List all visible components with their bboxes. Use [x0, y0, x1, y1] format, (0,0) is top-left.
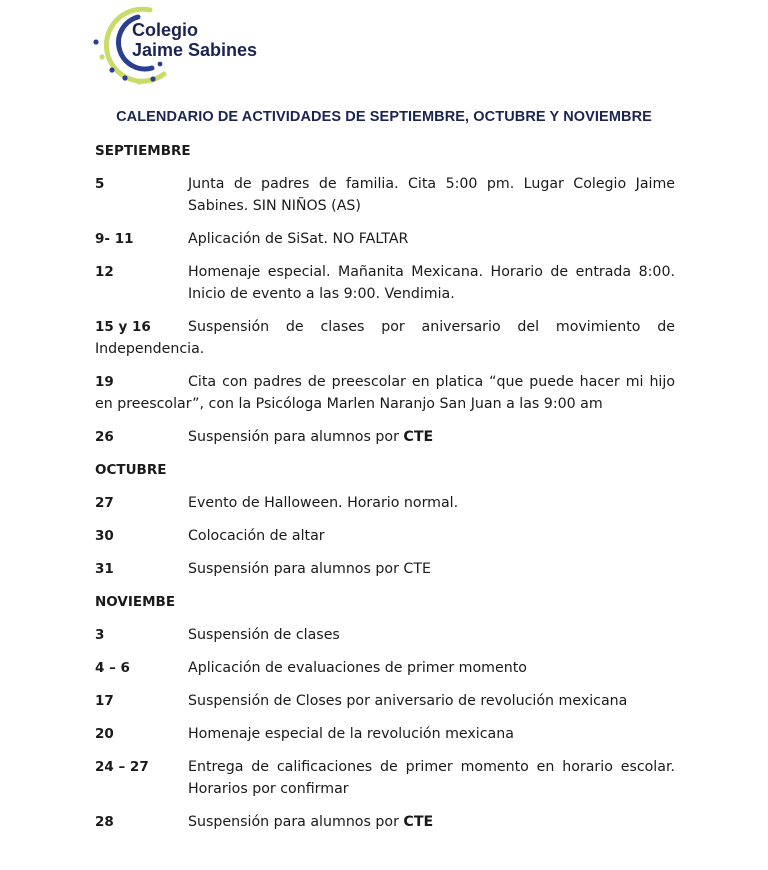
event-date: 4 – 6 [95, 660, 130, 676]
event-row [95, 492, 675, 514]
event-date: 27 [95, 495, 114, 511]
school-logo [90, 2, 270, 88]
event-text-bold: CTE [403, 814, 434, 830]
event-row [95, 173, 675, 217]
event-row [95, 756, 675, 800]
event-date: 5 [95, 176, 105, 192]
event-text: Homenaje especial. Mañanita Mexicana. Horario de entrada 8:00. Inicio de evento a las 9:00. Vendimia. [188, 264, 675, 302]
page-title: CALENDARIO DE ACTIVIDADES DE SEPTIEMBRE, OCTUBRE Y NOVIEMBRE [116, 109, 652, 125]
event-row [95, 316, 675, 360]
event-text: Aplicación de SiSat. NO FALTAR [188, 231, 409, 247]
calendar-body [95, 140, 675, 844]
event-text: Evento de Halloween. Horario normal. [188, 495, 459, 511]
event-date: 28 [95, 814, 114, 830]
event-date: 17 [95, 693, 114, 709]
event-row [95, 811, 675, 833]
section-heading-septiembre: SEPTIEMBRE [95, 143, 191, 159]
event-text: Suspensión para alumnos por [188, 429, 404, 445]
event-text: Homenaje especial de la revolución mexicana [188, 726, 514, 742]
event-text: Entrega de calificaciones de primer momento en horario escolar. Horarios por confirmar [188, 759, 675, 797]
event-text: Colocación de altar [188, 528, 325, 544]
event-text: Suspensión de clases por aniversario del movimiento de Independencia. [95, 319, 675, 357]
event-row [95, 261, 675, 305]
section-heading-octubre: OCTUBRE [95, 462, 167, 478]
logo-line-1: Colegio [132, 20, 198, 40]
event-date: 3 [95, 627, 105, 643]
event-text-wrap [188, 426, 675, 448]
event-row [95, 371, 675, 415]
event-date: 20 [95, 726, 114, 742]
event-text: Suspensión para alumnos por [188, 814, 404, 830]
event-date: 24 – 27 [95, 759, 149, 775]
event-row [95, 657, 675, 679]
event-date: 9- 11 [95, 231, 134, 247]
event-row [95, 624, 675, 646]
event-date: 12 [95, 264, 114, 280]
event-row [95, 228, 675, 250]
event-row [95, 690, 675, 712]
event-text: Cita con padres de preescolar en platica “que puede hacer mi hijo en preescolar”, con la Psicóloga Marlen Naranjo San Juan a las 9:00 am [95, 374, 675, 412]
logo-line-2: Jaime Sabines [132, 40, 258, 60]
event-date: 19 [95, 374, 114, 390]
event-text: Suspensión de Closes por aniversario de revolución mexicana [188, 693, 628, 709]
event-text-bold: CTE [403, 429, 434, 445]
logo-name [132, 20, 257, 60]
event-text: Suspensión para alumnos por CTE [188, 561, 431, 577]
event-row [95, 558, 675, 580]
event-date: 26 [95, 429, 114, 445]
event-text: Suspensión de clases [188, 627, 340, 643]
event-date: 31 [95, 561, 114, 577]
event-date: 15 y 16 [95, 319, 151, 335]
event-row [95, 723, 675, 745]
event-text: Aplicación de evaluaciones de primer momento [188, 660, 527, 676]
event-date: 30 [95, 528, 114, 544]
event-row [95, 426, 675, 448]
event-text: Junta de padres de familia. Cita 5:00 pm. Lugar Colegio Jaime Sabines. SIN NIÑOS (AS) [188, 176, 675, 214]
event-text-wrap [188, 811, 675, 833]
event-row [95, 525, 675, 547]
section-heading-noviembre: NOVIEMBE [95, 594, 176, 610]
